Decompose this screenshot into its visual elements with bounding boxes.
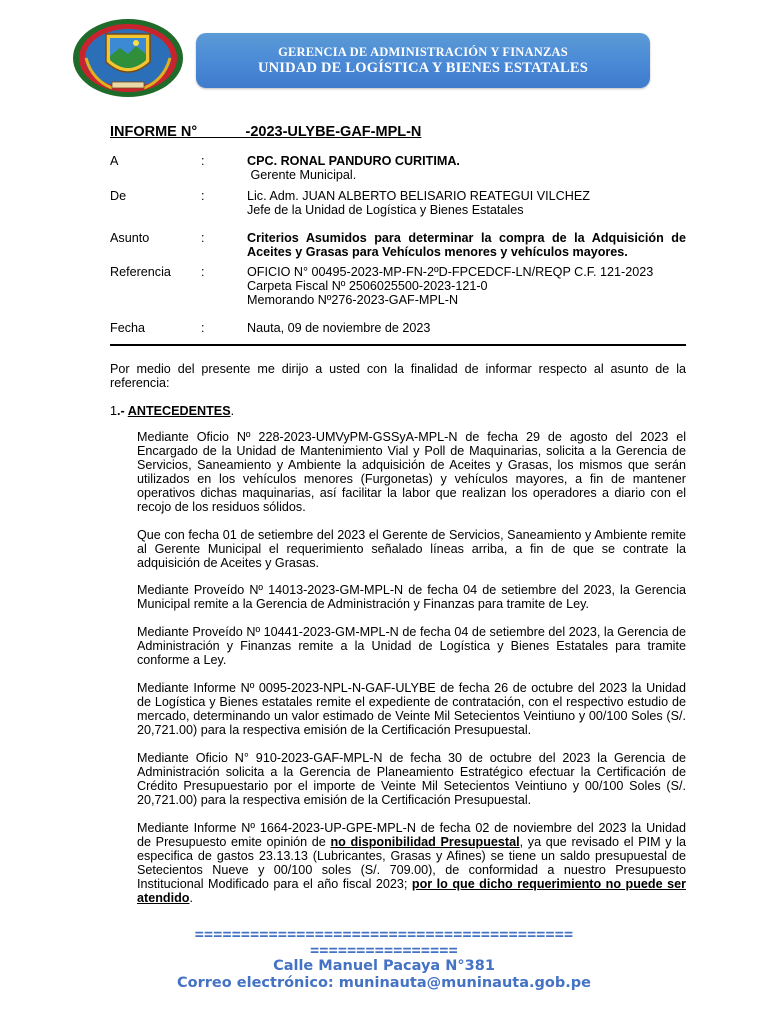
paragraph-6: Mediante Oficio N° 910-2023-GAF-MPL-N de fecha 30 de octubre del 2023 la Gerencia de Administración solicita a la Gerencia de Planeamiento Estratégico efectuar la Certificación de Crédito Presupuestario por el importe de Veinte Mil Setecientos Veintiuno y 00/100 Soles (S/. 20,721.00) para la respectiva emisión de la Certificación Presupuestal. bbox=[137, 751, 686, 807]
reference-2: Carpeta Fiscal Nº 2506025500-2023-121-0 bbox=[247, 279, 488, 293]
recipient-name: CPC. RONAL PANDURO CURITIMA. bbox=[247, 154, 460, 168]
field-de-colon: : bbox=[201, 189, 205, 203]
paragraph-5: Mediante Informe Nº 0095-2023-NPL-N-GAF-ULYBE de fecha 26 de octubre del 2023 la Unidad de Logística y Bienes estatales remite el expediente de contratación, con el respectivo estudio de mercado, determinando un valor estimado de Veinte Mil Setecientos Veintiuno y 00/100 Soles (S/. 20,721.00) para la respectiva emisión de la Certificación Presupuestal. bbox=[137, 681, 686, 737]
paragraph-7-end: . bbox=[189, 891, 193, 905]
field-fecha-label: Fecha bbox=[110, 321, 146, 335]
field-de-value bbox=[247, 189, 686, 217]
header-line-2: UNIDAD DE LOGÍSTICA Y BIENES ESTATALES bbox=[257, 60, 589, 76]
field-a-value bbox=[247, 154, 686, 182]
field-a-colon: : bbox=[201, 154, 205, 168]
section-separator: .- bbox=[117, 404, 128, 418]
section-number: 1 bbox=[110, 404, 118, 418]
municipal-seal-logo bbox=[72, 18, 184, 98]
section-dot: . bbox=[230, 404, 235, 418]
header-divider bbox=[110, 344, 686, 346]
header-banner bbox=[196, 33, 650, 88]
footer-email: Correo electrónico: muninauta@muninauta.gob.pe bbox=[177, 975, 591, 991]
section-title: ANTECEDENTES bbox=[127, 404, 231, 418]
cannot-attend-emphasis: por lo que dicho requerimiento no puede ser atendido bbox=[137, 877, 686, 905]
field-asunto-label: Asunto bbox=[110, 231, 150, 245]
recipient-role: Gerente Municipal. bbox=[247, 168, 357, 182]
field-fecha-colon: : bbox=[201, 321, 205, 335]
footer-address: Calle Manuel Pacaya N°381 bbox=[273, 958, 495, 974]
paragraph-3: Mediante Proveído Nº 14013-2023-GM-MPL-N de fecha 04 de setiembre del 2023, la Gerencia Municipal remite a la Gerencia de Administración y Finanzas para tramite de Ley. bbox=[137, 583, 686, 611]
field-referencia-colon: : bbox=[201, 265, 205, 279]
paragraph-1: Mediante Oficio Nº 228-2023-UMVyPM-GSSyA-MPL-N de fecha 29 de agosto del 2023 el Encargado de la Unidad de Mantenimiento Vial y Poll de Maquinarias, solicita a la Gerencia de Servicios, Saneamiento y Ambiente la adquisición de Aceites y Grasas, los mismos que serán utilizados en los vehículos menores (Furgonetas) y vehículos mayores, a fin de mantener operativos dichas maquinarias, así facilitar la labor que realizan los operadores a diario con el recojo de los residuos sólidos. bbox=[137, 430, 686, 514]
no-budget-emphasis: no disponibilidad Presupuestal bbox=[330, 835, 520, 849]
date-text: Nauta, 09 de noviembre de 2023 bbox=[247, 321, 431, 335]
paragraph-4: Mediante Proveído Nº 10441-2023-GM-MPL-N de fecha 04 de setiembre del 2023, la Gerencia de Administración y Finanzas remite a la Unidad de Logística y Bienes Estatales para tramite conforme a Ley. bbox=[137, 625, 686, 667]
subject-text: Criterios Asumidos para determinar la compra de la Adquisición de Aceites y Grasas para Vehículos menores y vehículos mayores. bbox=[247, 231, 686, 259]
section-heading bbox=[110, 404, 234, 418]
reference-1: OFICIO N° 00495-2023-MP-FN-2ºD-FPCEDCF-LN/REQP C.F. 121-2023 bbox=[247, 265, 654, 279]
sender-role: Jefe de la Unidad de Logística y Bienes Estatales bbox=[247, 203, 524, 217]
field-de-label: De bbox=[110, 189, 127, 203]
field-referencia-value bbox=[247, 265, 686, 307]
footer-rule-1: ========================================= bbox=[194, 925, 574, 943]
report-title: INFORME N° -2023-ULYBE-GAF-MPL-N bbox=[110, 124, 422, 140]
field-referencia-label: Referencia bbox=[110, 265, 171, 279]
reference-3: Memorando Nº276-2023-GAF-MPL-N bbox=[247, 293, 459, 307]
paragraph-7-part-2: , ya que revisado el PIM y la especifica de gastos 23.13.13 (Lubricantes, Grasas y Afines) se tiene un saldo presupuestal de Setecientos Nueve y 00/100 soles (S/. 709.00), de conformidad a nuestro Presupuesto Institucional Modificado para el año fiscal 2023; bbox=[137, 835, 687, 891]
paragraph-7 bbox=[137, 821, 686, 905]
header-line-1: GERENCIA DE ADMINISTRACIÓN Y FINANZAS bbox=[278, 45, 568, 59]
sender-name: Lic. Adm. JUAN ALBERTO BELISARIO REATEGUI VILCHEZ bbox=[247, 189, 590, 203]
field-asunto-colon: : bbox=[201, 231, 205, 245]
paragraph-2: Que con fecha 01 de setiembre del 2023 el Gerente de Servicios, Saneamiento y Ambiente remite al Gerente Municipal el requerimiento señalado líneas arriba, a fin de que se contrate la adquisición de Aceites y Grasas. bbox=[137, 528, 686, 570]
footer-rule-2: ================ bbox=[310, 941, 458, 959]
field-a-label: A bbox=[110, 154, 119, 168]
intro-paragraph: Por medio del presente me dirijo a usted con la finalidad de informar respecto al asunto de la referencia: bbox=[110, 362, 686, 390]
paragraph-7-part-1: Mediante Informe Nº 1664-2023-UP-GPE-MPL-N de fecha 02 de noviembre del 2023 la Unidad de Presupuesto emite opinión de bbox=[137, 821, 686, 849]
